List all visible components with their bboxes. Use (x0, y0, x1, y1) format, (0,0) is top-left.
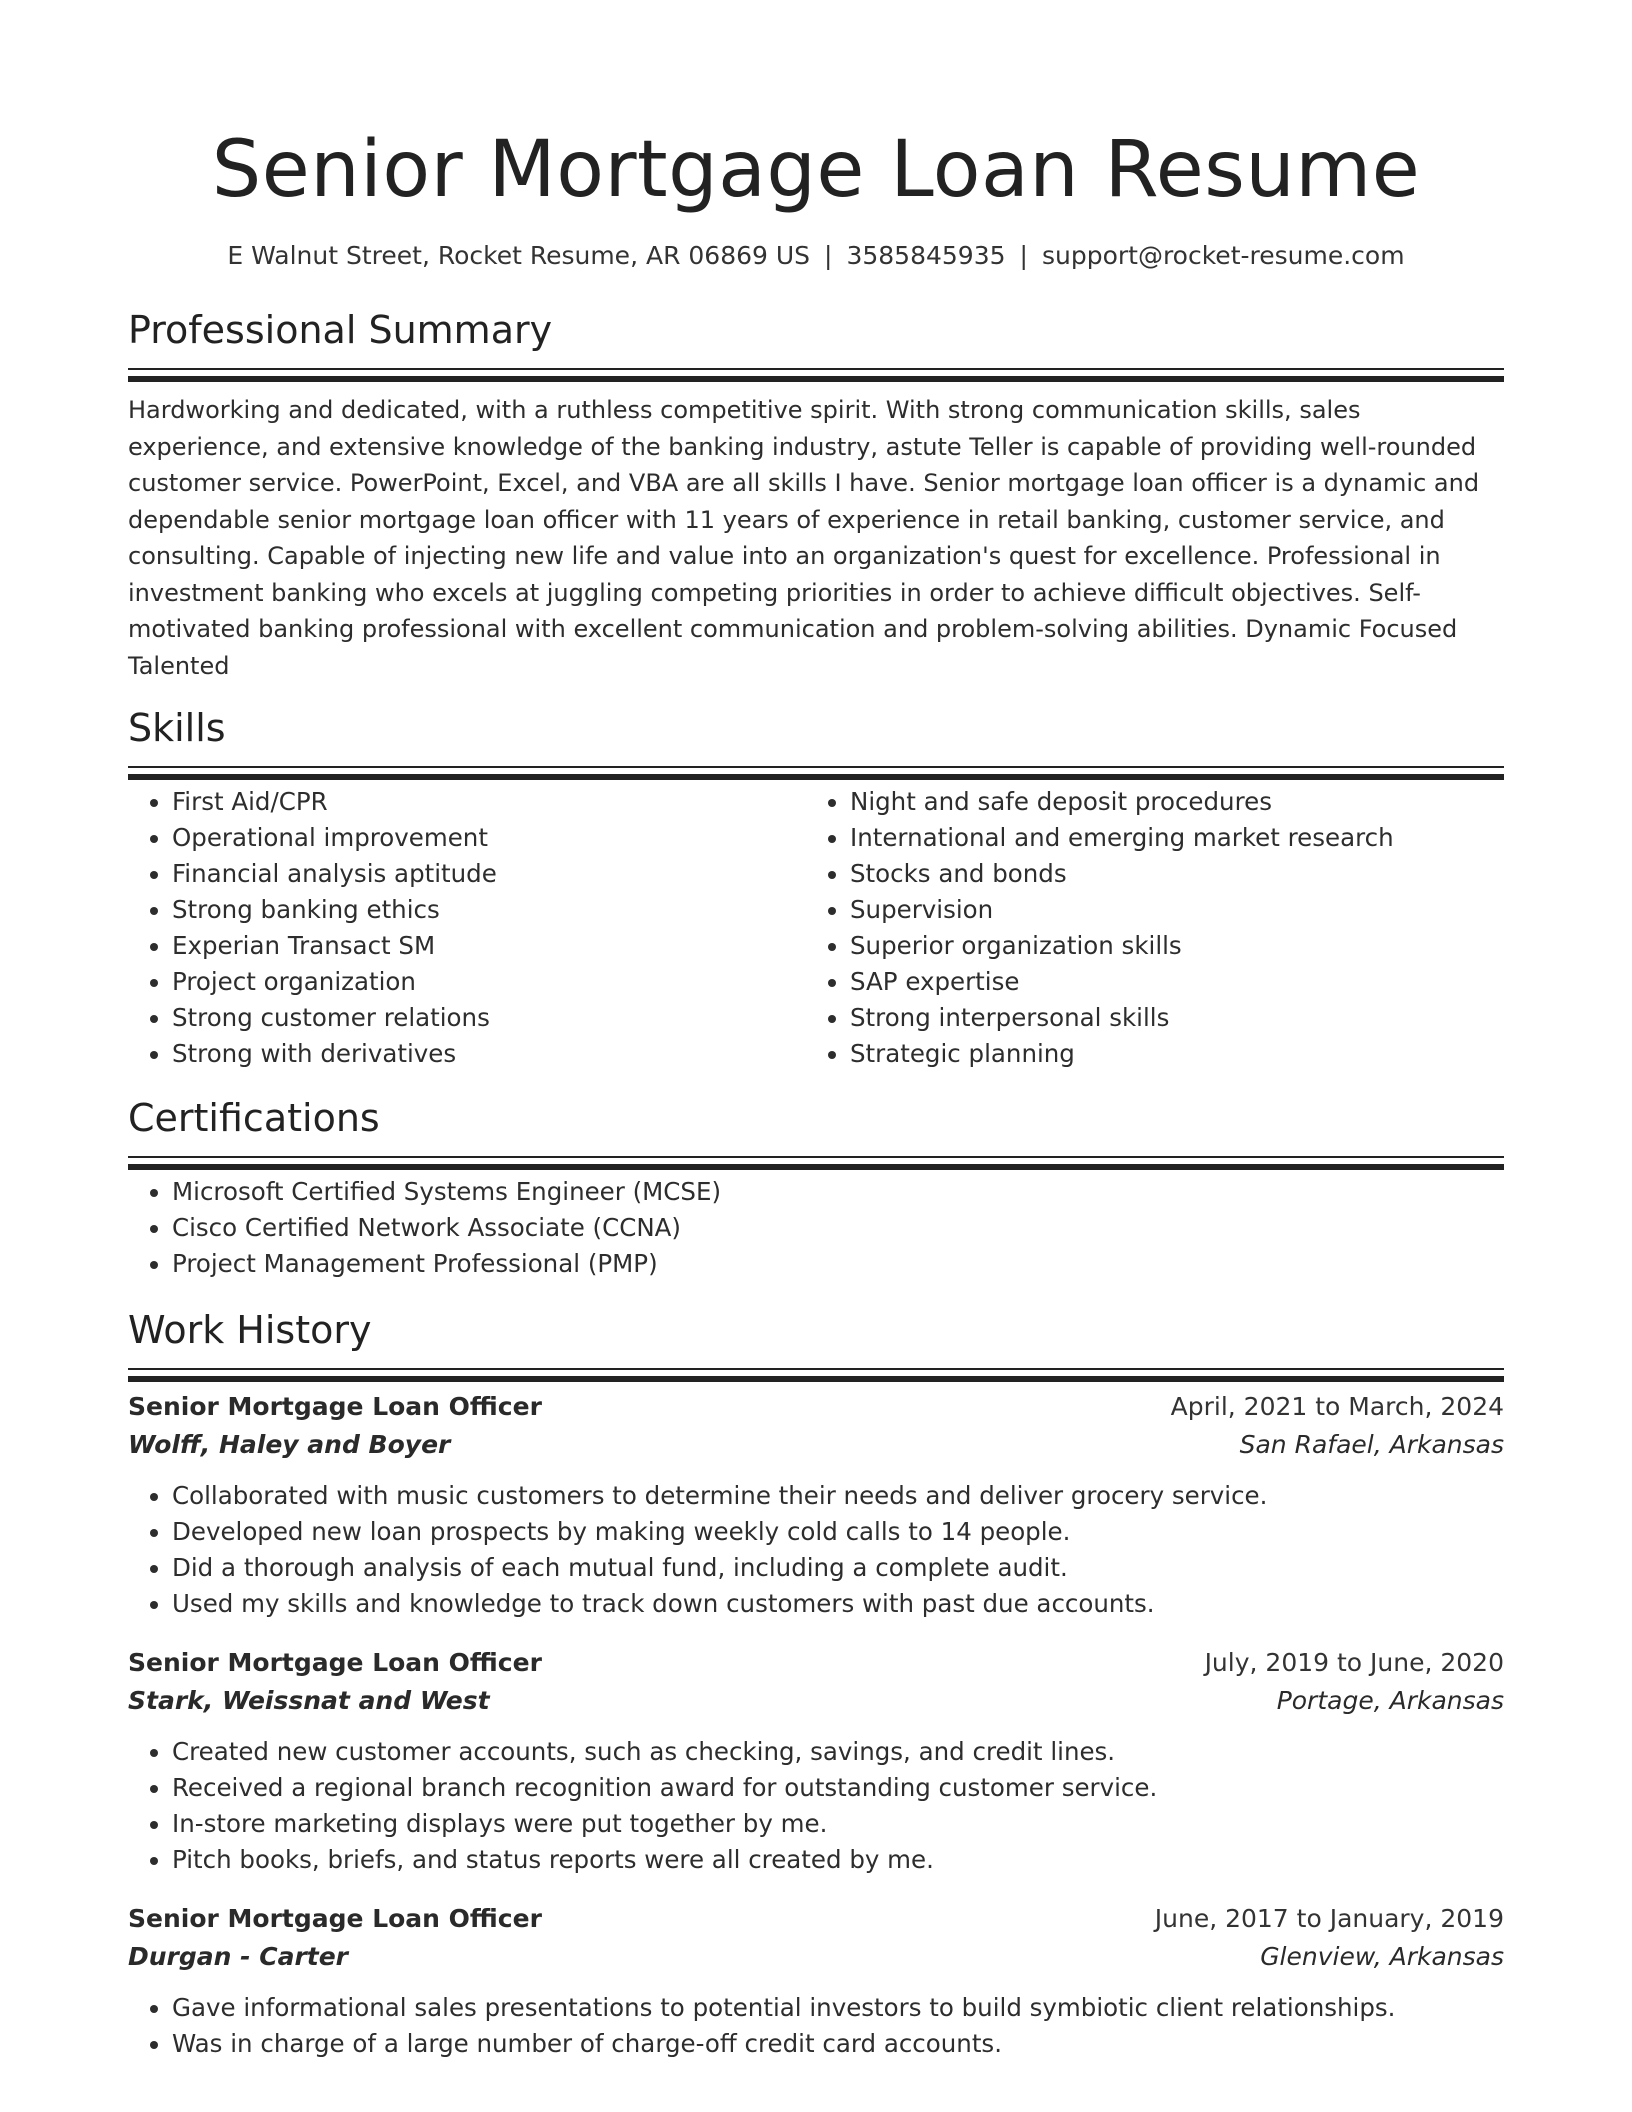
job-bullet: • Created new customer accounts, such as checking, savings, and credit lines. (172, 1734, 1504, 1770)
summary-heading: Professional Summary (128, 308, 553, 352)
job-company-row (128, 1938, 1504, 1976)
job-bullets (128, 1734, 1504, 1878)
job-bullets (128, 1478, 1504, 1622)
resume-page (128, 0, 1504, 2062)
certifications-list (128, 1174, 1504, 1282)
certifications-section (128, 1094, 1504, 1282)
summary-text: Hardworking and dedicated, with a ruthless competitive spirit. With strong communication skills, sales experience, and extensive knowledge of the banking industry, astute Teller is capable of providing well-rounded customer service. PowerPoint, Excel, and VBA are all skills I have. Senior mortgage loan officer is a dynamic and dependable senior mortgage loan officer with 11 years of experience in retail banking, customer service, and consulting. Capable of injecting new life and value into an organization's quest for excellence. Professional in investment banking who excels at juggling competing priorities in order to achieve difficult objectives. Self-motivated banking professional with excellent communication and problem-solving abilities. Dynamic Focused Talented (128, 396, 1480, 680)
job-company-row (128, 1426, 1504, 1464)
job-company: Wolff, Haley and Boyer (128, 1430, 451, 1459)
skill-item: • Night and safe deposit procedures (850, 784, 1528, 820)
resume-title: Senior Mortgage Loan Resume (211, 125, 1421, 215)
work-history-heading: Work History (128, 1308, 372, 1352)
skill-item: • Operational improvement (172, 820, 806, 856)
section-divider (128, 1368, 1504, 1370)
job-dates: June, 2017 to January, 2019 (1154, 1904, 1504, 1933)
job-location: Glenview, Arkansas (1260, 1942, 1504, 1971)
job-header-row (128, 1388, 1504, 1426)
skill-item: • Experian Transact SM (172, 928, 806, 964)
certification-item: • Microsoft Certified Systems Engineer (MCSE) (172, 1174, 1504, 1210)
job-company-row (128, 1682, 1504, 1720)
certification-item: • Cisco Certified Network Associate (CCNA) (172, 1210, 1504, 1246)
job-entry (128, 1644, 1504, 1878)
skills-left-list (128, 784, 806, 1072)
skill-item: • Strong customer relations (172, 1000, 806, 1036)
certification-item: • Project Management Professional (PMP) (172, 1246, 1504, 1282)
skill-item: • Strong banking ethics (172, 892, 806, 928)
skill-item: • Financial analysis aptitude (172, 856, 806, 892)
job-bullet: • In-store marketing displays were put together by me. (172, 1806, 1504, 1842)
job-bullet: • Received a regional branch recognition award for outstanding customer service. (172, 1770, 1504, 1806)
contact-address: E Walnut Street, Rocket Resume, AR 06869 US (227, 241, 811, 270)
job-bullet: • Gave informational sales presentations to potential investors to build symbiotic client relationships. (172, 1990, 1504, 2026)
summary-section (128, 306, 1504, 684)
skill-item: • Strategic planning (850, 1036, 1528, 1072)
skill-item: • Strong with derivatives (172, 1036, 806, 1072)
skill-item: • First Aid/CPR (172, 784, 806, 820)
job-entry (128, 1388, 1504, 1622)
skill-item: • Strong interpersonal skills (850, 1000, 1528, 1036)
job-location: San Rafael, Arkansas (1239, 1430, 1504, 1459)
job-location: Portage, Arkansas (1276, 1686, 1504, 1715)
skill-item: • Superior organization skills (850, 928, 1528, 964)
job-title: Senior Mortgage Loan Officer (128, 1904, 542, 1933)
skill-item: • Stocks and bonds (850, 856, 1528, 892)
skills-heading: Skills (128, 706, 226, 750)
skill-item: • Project organization (172, 964, 806, 1000)
job-bullet: • Used my skills and knowledge to track down customers with past due accounts. (172, 1586, 1504, 1622)
job-bullet: • Was in charge of a large number of charge-off credit card accounts. (172, 2026, 1504, 2062)
job-bullet: • Pitch books, briefs, and status reports were all created by me. (172, 1842, 1504, 1878)
skills-section (128, 704, 1504, 1072)
work-history-section (128, 1306, 1504, 2062)
job-bullet: • Collaborated with music customers to determine their needs and deliver grocery service. (172, 1478, 1504, 1514)
section-divider (128, 1156, 1504, 1158)
contact-separator: | (824, 241, 833, 270)
job-dates: April, 2021 to March, 2024 (1170, 1392, 1504, 1421)
skill-item: • International and emerging market research (850, 820, 1528, 856)
job-bullets (128, 1990, 1504, 2062)
job-company: Stark, Weissnat and West (128, 1686, 490, 1715)
job-entry (128, 1900, 1504, 2062)
job-dates: July, 2019 to June, 2020 (1204, 1648, 1504, 1677)
contact-phone: 3585845935 (846, 241, 1006, 270)
contact-line (128, 240, 1504, 272)
section-divider (128, 766, 1504, 768)
job-title: Senior Mortgage Loan Officer (128, 1392, 542, 1421)
contact-email[interactable]: support@rocket-resume.com (1041, 241, 1405, 270)
section-divider (128, 368, 1504, 370)
job-company: Durgan - Carter (128, 1942, 349, 1971)
job-bullet: • Developed new loan prospects by making weekly cold calls to 14 people. (172, 1514, 1504, 1550)
job-header-row (128, 1644, 1504, 1682)
job-header-row (128, 1900, 1504, 1938)
certifications-heading: Certifications (128, 1096, 380, 1140)
skill-item: • Supervision (850, 892, 1528, 928)
skills-right-list (806, 784, 1528, 1072)
skill-item: • SAP expertise (850, 964, 1528, 1000)
contact-separator: | (1019, 241, 1028, 270)
skills-columns (128, 784, 1504, 1072)
job-title: Senior Mortgage Loan Officer (128, 1648, 542, 1677)
job-bullet: • Did a thorough analysis of each mutual fund, including a complete audit. (172, 1550, 1504, 1586)
